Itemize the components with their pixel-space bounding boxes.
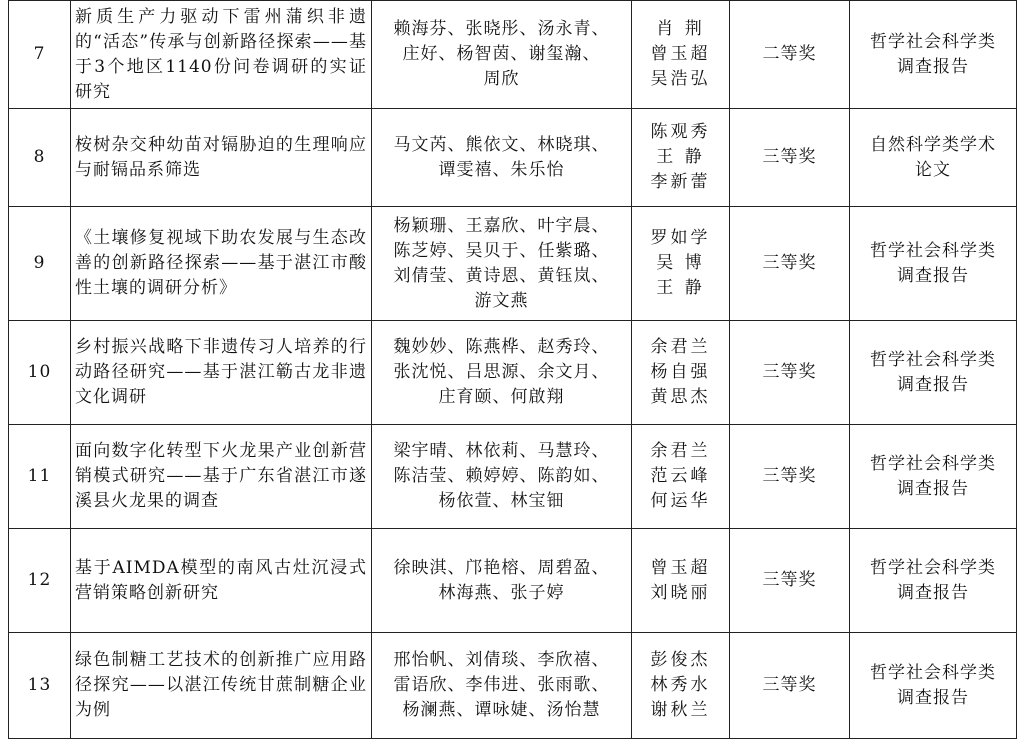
category-line: 哲学社会科学类 — [870, 662, 996, 683]
category-line: 论文 — [915, 159, 951, 180]
advisors — [632, 633, 730, 739]
project-title: 面向数字化转型下火龙果产业创新营销模式研究——基于广东省湛江市遂溪县火龙果的调查 — [71, 425, 372, 529]
advisors — [632, 109, 730, 207]
table-row — [9, 109, 1017, 207]
advisors — [632, 529, 730, 633]
table-row — [9, 529, 1017, 633]
category-line: 自然科学类学术 — [870, 134, 996, 155]
category-line: 调查报告 — [897, 582, 969, 603]
authors — [372, 1, 632, 109]
advisors-line: 吴 博 — [656, 253, 705, 273]
advisors-line: 吴浩弘 — [650, 69, 711, 89]
advisors-line: 黄思杰 — [650, 387, 711, 407]
advisors-line: 肖 荆 — [656, 19, 705, 39]
advisors — [632, 321, 730, 425]
category-line: 调查报告 — [897, 374, 969, 395]
advisors-line: 何运华 — [650, 491, 711, 511]
award-level: 二等奖 — [730, 1, 850, 109]
advisors — [632, 1, 730, 109]
advisors-line: 曾玉超 — [650, 557, 711, 578]
row-number: 7 — [9, 1, 71, 109]
category — [850, 529, 1017, 633]
project-title: 桉树杂交种幼苗对镉胁迫的生理响应与耐镉品系筛选 — [71, 109, 372, 207]
table-row — [9, 207, 1017, 321]
authors-line: 杨颖珊、王嘉欣、叶宇晨、 — [393, 215, 610, 236]
authors — [372, 207, 632, 321]
authors-line: 游文燕 — [474, 290, 529, 311]
authors-line: 庄育颐、何啟翔 — [438, 387, 565, 407]
authors — [372, 321, 632, 425]
authors-line: 周欣 — [483, 69, 520, 89]
category-line: 调查报告 — [897, 478, 969, 499]
row-number: 12 — [9, 529, 71, 633]
category — [850, 1, 1017, 109]
advisors-line: 谢秋兰 — [650, 700, 711, 720]
advisors-line: 林秀水 — [650, 675, 711, 695]
authors-line: 杨依萱、林宝钿 — [438, 491, 565, 511]
advisors-line: 杨自强 — [650, 362, 711, 382]
authors-line: 杨澜燕、谭咏婕、汤怡慧 — [402, 700, 601, 720]
authors-line: 陈芝婷、吴贝于、任紫璐、 — [393, 240, 610, 261]
authors-line: 邢怡帆、刘倩琰、李欣禧、 — [393, 650, 610, 670]
category — [850, 207, 1017, 321]
authors-line: 赖海芬、张晓彤、汤永青、 — [393, 19, 610, 39]
project-title: 新质生产力驱动下雷州蒲织非遗的“活态”传承与创新路径探索——基于3个地区1140份问卷调研的实证研究 — [71, 1, 372, 109]
advisors-line: 刘晓丽 — [650, 582, 711, 603]
authors-line: 马文芮、熊依文、林晓琪、 — [393, 134, 610, 155]
authors — [372, 633, 632, 739]
authors-line: 陈洁莹、赖婷婷、陈韵如、 — [393, 466, 610, 486]
advisors-line: 李新蕾 — [650, 172, 711, 192]
advisors-line: 彭俊杰 — [650, 650, 711, 670]
authors-line: 刘倩莹、黄诗恩、黄钰岚、 — [393, 265, 610, 286]
advisors-line: 陈观秀 — [650, 122, 711, 142]
category-line: 调查报告 — [897, 265, 969, 286]
authors-line: 梁宇晴、林依莉、马慧玲、 — [393, 441, 610, 461]
authors-line: 张沈悦、吕思源、余文月、 — [393, 362, 610, 382]
row-number: 10 — [9, 321, 71, 425]
advisors — [632, 207, 730, 321]
table-row — [9, 321, 1017, 425]
award-level: 三等奖 — [730, 633, 850, 739]
table-row — [9, 1, 1017, 109]
award-level: 三等奖 — [730, 207, 850, 321]
category-line: 哲学社会科学类 — [870, 453, 996, 474]
advisors-line: 范云峰 — [650, 466, 711, 486]
project-title: 绿色制糖工艺技术的创新推广应用路径探究——以湛江传统甘蔗制糖企业为例 — [71, 633, 372, 739]
category-line: 哲学社会科学类 — [870, 240, 996, 261]
advisors-line: 王 静 — [656, 147, 705, 167]
category-line: 哲学社会科学类 — [870, 557, 996, 578]
advisors-line: 余君兰 — [650, 337, 711, 357]
authors-line: 林海燕、张子婷 — [438, 582, 565, 603]
row-number: 9 — [9, 207, 71, 321]
project-title: 《土壤修复视域下助农发展与生态改善的创新路径探索——基于湛江市酸性土壤的调研分析》 — [71, 207, 372, 321]
project-title: 乡村振兴战略下非遗传习人培养的行动路径研究——基于湛江簕古龙非遗文化调研 — [71, 321, 372, 425]
authors — [372, 109, 632, 207]
category — [850, 321, 1017, 425]
advisors-line: 罗如学 — [650, 228, 711, 248]
authors-line: 徐映淇、邝艳榕、周碧盈、 — [393, 557, 610, 578]
authors-line: 魏妙妙、陈燕桦、赵秀玲、 — [393, 337, 610, 357]
authors — [372, 529, 632, 633]
category-line: 调查报告 — [897, 687, 969, 708]
authors-line: 庄好、杨智茵、谢玺瀚、 — [402, 44, 601, 64]
authors-line: 谭雯禧、朱乐怡 — [438, 159, 565, 180]
category — [850, 109, 1017, 207]
awards-table — [8, 0, 1017, 739]
authors — [372, 425, 632, 529]
category — [850, 425, 1017, 529]
advisors-line: 曾玉超 — [650, 44, 711, 64]
award-level: 三等奖 — [730, 321, 850, 425]
award-level: 三等奖 — [730, 425, 850, 529]
advisors — [632, 425, 730, 529]
table-row — [9, 425, 1017, 529]
category-line: 调查报告 — [897, 56, 969, 77]
award-level: 三等奖 — [730, 109, 850, 207]
project-title: 基于AIMDA模型的南风古灶沉浸式营销策略创新研究 — [71, 529, 372, 633]
category-line: 哲学社会科学类 — [870, 349, 996, 370]
award-level: 三等奖 — [730, 529, 850, 633]
advisors-line: 王 静 — [656, 278, 705, 298]
row-number: 8 — [9, 109, 71, 207]
awards-table-body — [9, 1, 1017, 739]
table-row — [9, 633, 1017, 739]
authors-line: 雷语欣、李伟进、张雨歌、 — [393, 675, 610, 695]
advisors-line: 余君兰 — [650, 441, 711, 461]
row-number: 13 — [9, 633, 71, 739]
category-line: 哲学社会科学类 — [870, 31, 996, 52]
category — [850, 633, 1017, 739]
row-number: 11 — [9, 425, 71, 529]
